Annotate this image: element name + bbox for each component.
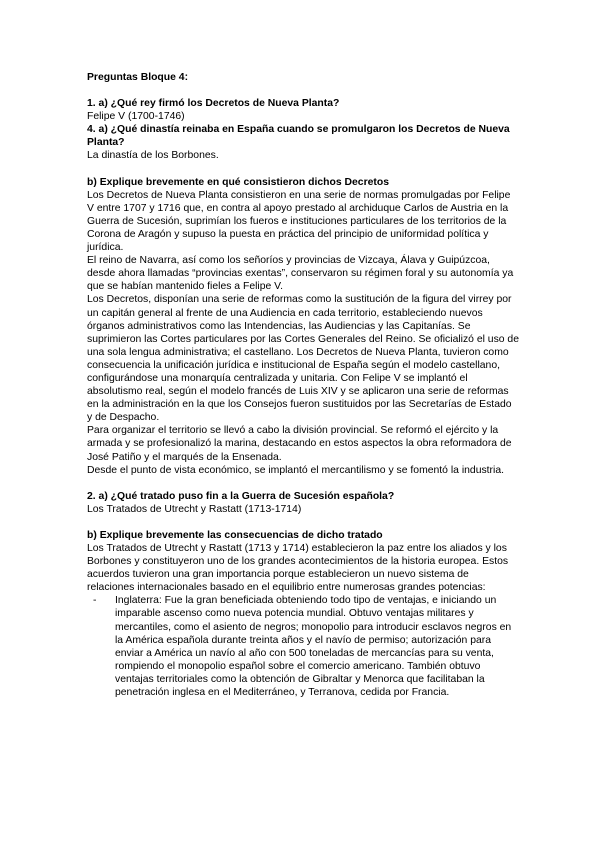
paragraph: Desde el punto de vista económico, se implantó el mercantilismo y se fomentó la industria. bbox=[87, 464, 504, 476]
question-b-tratado: b) Explique brevemente las consecuencias de dicho tratado bbox=[87, 529, 383, 541]
spacer bbox=[87, 163, 519, 176]
paragraph: Los Decretos, disponían una serie de reformas como la sustitución de la figura del virrey por un capitán general al frente de una Audiencia en cada territorio, estableciendo nuevos órganos administrativos como las Intendencias, las Audiencias y las Capitanías. Se suprimieron las Cortes particulares por las Cortes Generales del Reino. Se oficializó el uso de una sola lengua administrativa; el castellano. Los Decretos de Nueva Planta, tuvieron como consecuencia la unificación jurídica e institucional de España según el modelo castellano, configurándose una monarquía centralizada y unitaria. Con Felipe V se implantó el absolutismo real, según el modelo francés de Luis XIV y se aplicaron una serie de reformas en la administración en la que los Consejos fueron sustituidos por las Secretarías de Estado y de Despacho. bbox=[87, 294, 519, 424]
document-title: Preguntas Bloque 4: bbox=[87, 72, 189, 83]
list-item-text: Inglaterra: Fue la gran beneficiada obteniendo todo tipo de ventajas, e iniciando un imparable ascenso como nueva potencia mundial. Obtuvo ventajas militares y mercantiles, como el asiento de negros; monopolio para introducir esclavos negros en la América española durante treinta años y el navío de permiso; autorización para enviar a América un navío al año con 500 toneladas de mercancías para su venta, rompiendo el monopolio español sobre el comercio americano. También obtuvo ventajas territoriales como la obtención de Gibraltar y Menorca que facilitaban la penetración inglesa en el Mediterráneo, y Terranova, cedida por Francia. bbox=[115, 595, 512, 699]
spacer bbox=[87, 477, 519, 490]
list-item bbox=[93, 594, 519, 699]
question-4a: 4. a) ¿Qué dinastía reinaba en España cuando se promulgaron los Decretos de Nueva Planta? bbox=[87, 124, 510, 149]
question-1a: 1. a) ¿Qué rey firmó los Decretos de Nueva Planta? bbox=[87, 98, 340, 110]
paragraph: Los Tratados de Utrecht y Rastatt (1713 y 1714) establecieron la paz entre los aliados y los Borbones y constituyeron uno de los grandes acontecimientos de la historia europea. Estos acuerdos tuvieron una gran importancia porque establecieron un nuevo sistema de relaciones internacionales basado en el equilibrio entre numerosas grandes potencias: bbox=[87, 543, 509, 594]
answer-1a: Felipe V (1700-1746) bbox=[87, 111, 185, 123]
paragraph: Los Decretos de Nueva Planta consistieron en una serie de normas promulgadas por Felipe V entre 1707 y 1716 que, en contra al apoyo prestado al archiduque Carlos de Austria en la Guerra de Sucesión, suprimían los fueros e instituciones particulares de los territorios de la Corona de Aragón y supuso la puesta en práctica del principio de uniformidad política y jurídica. bbox=[87, 189, 511, 254]
question-b-decretos: b) Explique brevemente en qué consistieron dichos Decretos bbox=[87, 176, 389, 188]
bullet-marker: - bbox=[93, 595, 97, 607]
spacer bbox=[87, 516, 519, 529]
question-2a: 2. a) ¿Qué tratado puso fin a la Guerra de Sucesión española? bbox=[87, 490, 395, 502]
bullet-list bbox=[87, 594, 519, 699]
document-page bbox=[87, 71, 519, 699]
answer-2a: Los Tratados de Utrecht y Rastatt (1713-1714) bbox=[87, 503, 302, 515]
paragraph: Para organizar el territorio se llevó a cabo la división provincial. Se reformó el ejército y la armada y se profesionalizó la marina, destacando en estos aspectos la obra reformadora de José Patiño y el marqués de la Ensenada. bbox=[87, 425, 512, 463]
answer-4a: La dinastía de los Borbones. bbox=[87, 150, 219, 162]
paragraph: El reino de Navarra, así como los señoríos y provincias de Vizcaya, Álava y Guipúzcoa, desde ahora llamadas “provincias exentas”, conservaron su régimen foral y su autonomía ya que se habían mantenido fieles a Felipe V. bbox=[87, 255, 514, 293]
